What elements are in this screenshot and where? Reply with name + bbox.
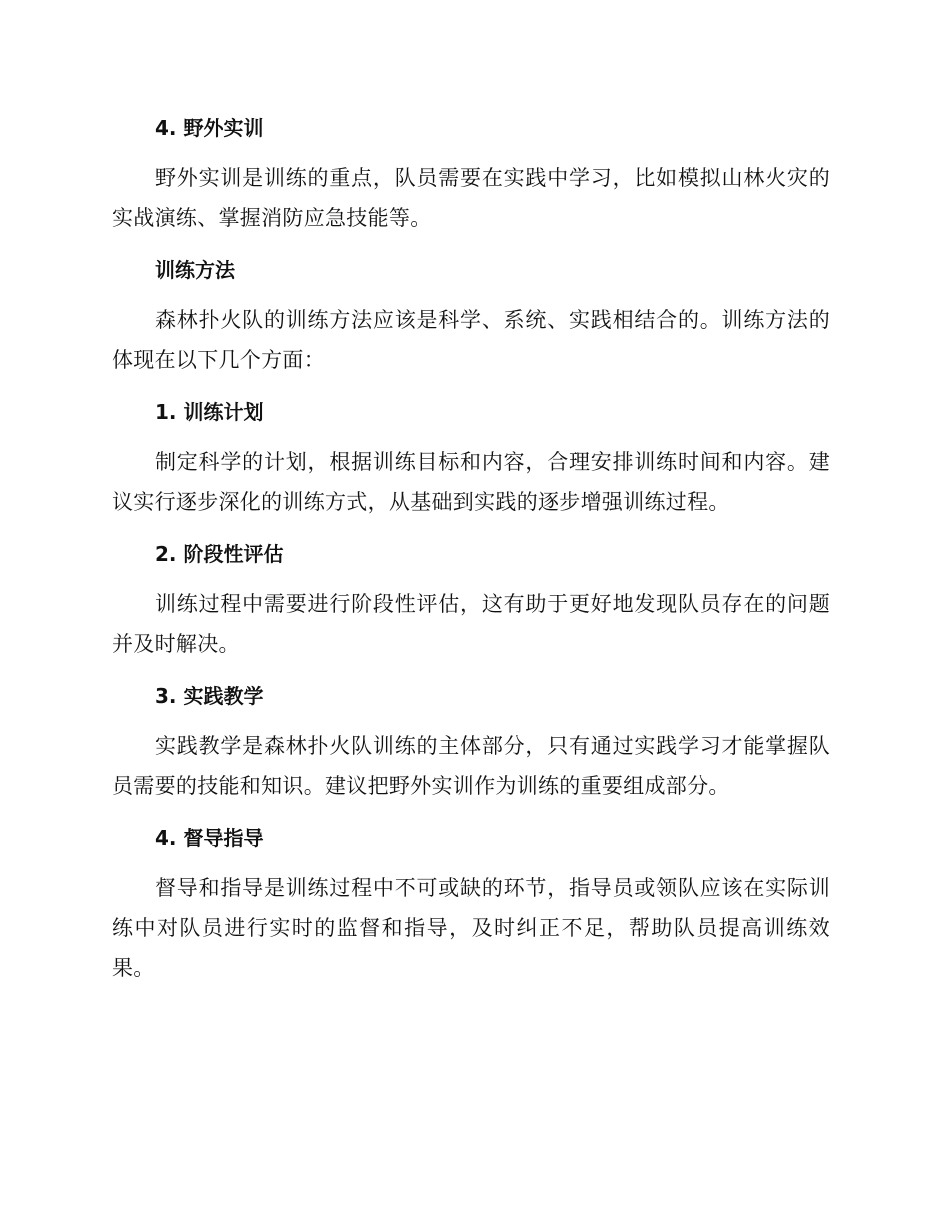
section-heading-training-methods: 训练方法 <box>155 258 235 282</box>
section-heading-stage-evaluation: 2. 阶段性评估 <box>155 542 284 566</box>
section-heading-supervision: 4. 督导指导 <box>155 826 264 850</box>
section-paragraph-training-methods: 森林扑火队的训练方法应该是科学、系统、实践相结合的。训练方法的体现在以下几个方面： <box>112 308 830 372</box>
section-paragraph-training-plan: 制定科学的计划，根据训练目标和内容，合理安排训练时间和内容。建议实行逐步深化的训练方式，从基础到实践的逐步增强训练过程。 <box>112 450 830 514</box>
section-paragraph-supervision: 督导和指导是训练过程中不可或缺的环节，指导员或领队应该在实际训练中对队员进行实时的监督和指导，及时纠正不足，帮助队员提高训练效果。 <box>112 876 830 980</box>
section-paragraph-practical-teaching: 实践教学是森林扑火队训练的主体部分，只有通过实践学习才能掌握队员需要的技能和知识。建议把野外实训作为训练的重要组成部分。 <box>112 734 830 798</box>
section-heading-practical-teaching: 3. 实践教学 <box>155 684 264 708</box>
section-paragraph-field-training: 野外实训是训练的重点，队员需要在实践中学习，比如模拟山林火灾的实战演练、掌握消防应急技能等。 <box>112 166 830 230</box>
section-paragraph-stage-evaluation: 训练过程中需要进行阶段性评估，这有助于更好地发现队员存在的问题并及时解决。 <box>112 592 830 656</box>
section-heading-training-plan: 1. 训练计划 <box>155 400 264 424</box>
document-body <box>112 110 830 1002</box>
section-heading-field-training: 4. 野外实训 <box>155 116 264 140</box>
